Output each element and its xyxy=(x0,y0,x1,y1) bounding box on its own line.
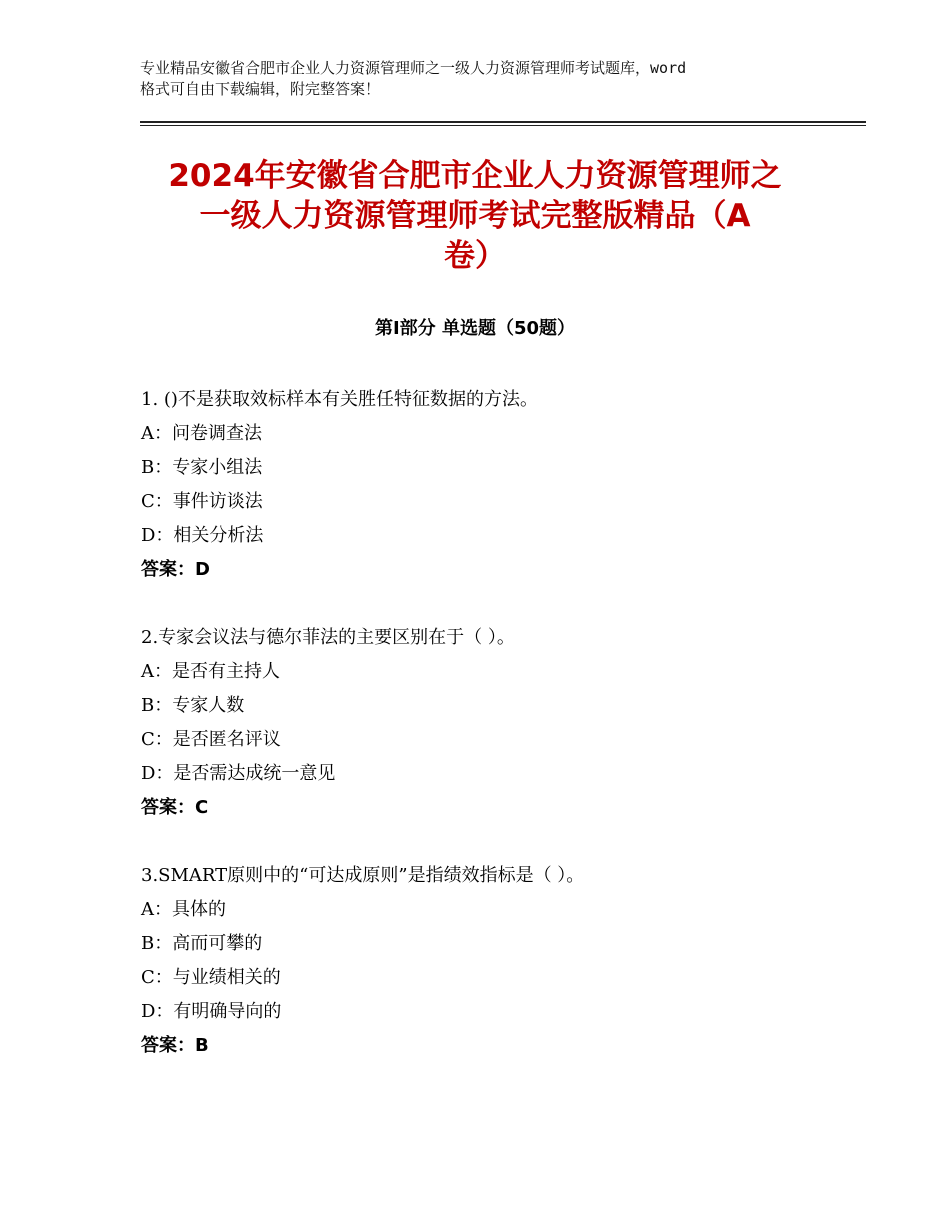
document-title xyxy=(100,156,850,276)
document-title-line-3: 卷） xyxy=(444,238,506,274)
question-stem: 2.专家会议法与德尔菲法的主要区别在于（ ）。 xyxy=(141,627,515,648)
answer: 答案：C xyxy=(141,797,209,818)
question-list xyxy=(141,383,861,1097)
option-c: C：与业绩相关的 xyxy=(141,967,281,988)
header-note xyxy=(140,58,830,100)
option-a: A：具体的 xyxy=(141,899,226,920)
question-3 xyxy=(141,859,861,1063)
document-title-line-1: 2024年安徽省合肥市企业人力资源管理师之 xyxy=(168,158,782,194)
option-d: D：是否需达成统一意见 xyxy=(141,763,336,784)
header-divider-thin xyxy=(140,125,866,126)
option-b: B：高而可攀的 xyxy=(141,933,263,954)
option-b: B：专家小组法 xyxy=(141,457,263,478)
option-c: C：是否匿名评议 xyxy=(141,729,281,750)
question-1 xyxy=(141,383,861,587)
header-note-line-1: 专业精品安徽省合肥市企业人力资源管理师之一级人力资源管理师考试题库，word xyxy=(140,59,687,77)
question-stem: 3.SMART原则中的“可达成原则”是指绩效指标是（ ）。 xyxy=(141,865,585,886)
header-note-line-2: 格式可自由下载编辑，附完整答案！ xyxy=(140,80,381,98)
answer: 答案：D xyxy=(141,559,210,580)
document-title-line-2: 一级人力资源管理师考试完整版精品（A xyxy=(199,198,751,234)
question-stem: 1. ()不是获取效标样本有关胜任特征数据的方法。 xyxy=(141,389,538,410)
option-d: D：有明确导向的 xyxy=(141,1001,282,1022)
option-c: C：事件访谈法 xyxy=(141,491,263,512)
answer: 答案：B xyxy=(141,1035,209,1056)
header-divider-thick xyxy=(140,121,866,123)
option-d: D：相关分析法 xyxy=(141,525,264,546)
question-2 xyxy=(141,621,861,825)
option-a: A：是否有主持人 xyxy=(141,661,280,682)
section-heading: 第Ⅰ部分 单选题（50题） xyxy=(374,318,575,339)
option-a: A：问卷调查法 xyxy=(141,423,262,444)
option-b: B：专家人数 xyxy=(141,695,245,716)
